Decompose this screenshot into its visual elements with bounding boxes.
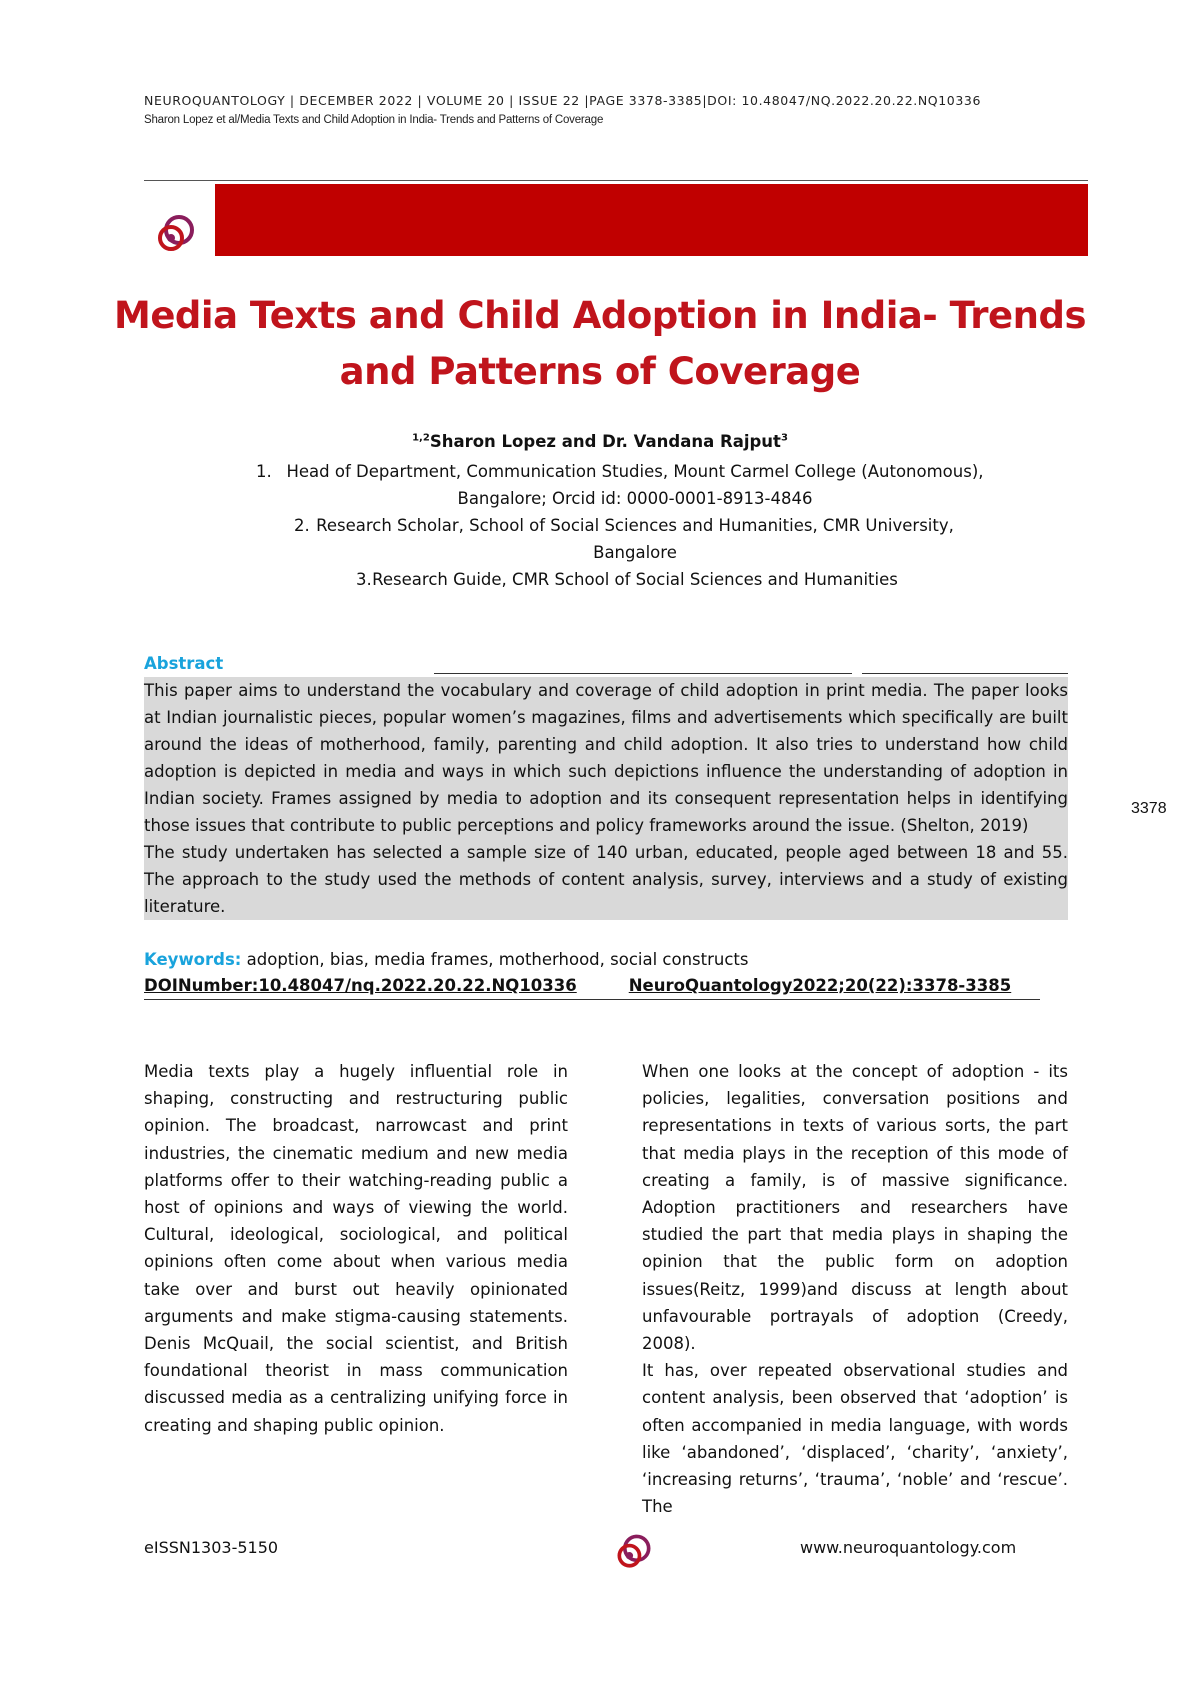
keywords-text: adoption, bias, media frames, motherhood, social constructs bbox=[241, 950, 749, 969]
affiliation-number: 1. bbox=[256, 462, 272, 481]
title-line-1: Media Texts and Child Adoption in India- Trends bbox=[114, 294, 1086, 337]
keywords bbox=[144, 950, 749, 969]
footer-issn: eISSN1303-5150 bbox=[144, 1538, 279, 1557]
doi-rule bbox=[144, 999, 1040, 1000]
running-head: NEUROQUANTOLOGY | DECEMBER 2022 | VOLUME 20 | ISSUE 22 |PAGE 3378-3385|DOI: 10.48047/NQ.2022.20.22.NQ10336 bbox=[144, 93, 982, 108]
footer-website: www.neuroquantology.com bbox=[800, 1538, 1017, 1557]
paper-title bbox=[100, 288, 1100, 400]
affiliation-3 bbox=[0, 566, 1200, 593]
page-number: 3378 bbox=[1131, 800, 1167, 817]
doi-number: DOINumber:10.48047/nq.2022.20.22.NQ10336 bbox=[144, 976, 577, 995]
running-subtitle: Sharon Lopez et al/Media Texts and Child Adoption in India- Trends and Patterns of Coverage bbox=[144, 114, 604, 126]
affiliation-1 bbox=[0, 458, 1200, 512]
affiliation-2 bbox=[0, 512, 1200, 566]
body-paragraph: It has, over repeated observational studies and content analysis, been observed that ‘adoption’ is often accompanied in media language, with words like ‘abandoned’, ‘displaced’, ‘charity’, ‘anxiety’, ‘increasing returns’, ‘trauma’, ‘noble’ and ‘rescue’. The bbox=[642, 1361, 1068, 1517]
affiliation-line: Research Guide, CMR School of Social Sciences and Humanities bbox=[372, 570, 898, 589]
affiliation-line: Head of Department, Communication Studies, Mount Carmel College (Autonomous), bbox=[286, 462, 984, 481]
abstract-body bbox=[144, 677, 1068, 920]
author-superscript-post: 3 bbox=[780, 432, 788, 444]
footer-logo-icon bbox=[612, 1530, 656, 1574]
author-names: Sharon Lopez and Dr. Vandana Rajput bbox=[429, 432, 781, 451]
body-paragraph: Media texts play a hugely influential role in shaping, constructing and restructuring public opinion. The broadcast, narrowcast and print industries, the cinematic medium and new media platforms offer to their watching-reading public a host of opinions and ways of viewing the world. Cultural, ideological, sociological, and political opinions often come about when various media take over and burst out heavily opinionated arguments and make stigma-causing statements. Denis McQuail, the social scientist, and British foundational theorist in mass communication discussed media as a centralizing unifying force in creating and shaping public opinion. bbox=[144, 1062, 568, 1435]
authors bbox=[0, 432, 1200, 451]
citation: NeuroQuantology2022;20(22):3378-3385 bbox=[628, 976, 1012, 995]
header-rule bbox=[144, 180, 1088, 181]
body-column-right bbox=[642, 1058, 1068, 1520]
abstract-paragraph-2: The study undertaken has selected a sample size of 140 urban, educated, people aged between 18 and 55. The approach to the study used the methods of content analysis, survey, interviews and a study of existing literature. bbox=[144, 839, 1068, 920]
affiliation-line: Bangalore; Orcid id: 0000-0001-8913-4846 bbox=[457, 489, 813, 508]
author-superscript-pre: 1,2 bbox=[412, 432, 430, 444]
abstract-paragraph-1: This paper aims to understand the vocabulary and coverage of child adoption in print media. The paper looks at Indian journalistic pieces, popular women’s magazines, films and advertisements which specifically are built around the ideas of motherhood, family, parenting and child adoption. It also tries to understand how child adoption is depicted in media and ways in which such depictions influence the understanding of adoption in Indian society. Frames assigned by media to adoption and its consequent representation helps in identifying those issues that contribute to public perceptions and policy frameworks around the issue. (Shelton, 2019) bbox=[144, 677, 1068, 839]
header-banner bbox=[215, 184, 1088, 256]
title-line-2: and Patterns of Coverage bbox=[339, 350, 861, 393]
body-paragraph: When one looks at the concept of adoption - its policies, legalities, conversation positions and representations in texts of various sorts, the part that media plays in the reception of this mode of creating a family, is of massive significance. Adoption practitioners and researchers have studied the part that media plays in shaping the opinion that the public form on adoption issues(Reitz, 1999)and discuss at length about unfavourable portrayals of adoption (Creedy, 2008). bbox=[642, 1062, 1068, 1354]
affiliation-number: 2. bbox=[294, 516, 310, 535]
abstract-rule bbox=[434, 673, 852, 674]
abstract-rule bbox=[862, 673, 1068, 674]
abstract-heading: Abstract bbox=[144, 654, 224, 673]
doi-line bbox=[144, 976, 1068, 995]
affiliation-line: Bangalore bbox=[593, 543, 677, 562]
journal-logo-icon bbox=[152, 210, 200, 258]
affiliation-number: 3. bbox=[356, 570, 372, 589]
body-column-left bbox=[144, 1058, 568, 1439]
affiliation-line: Research Scholar, School of Social Sciences and Humanities, CMR University, bbox=[316, 516, 954, 535]
keywords-label: Keywords: bbox=[144, 950, 242, 969]
